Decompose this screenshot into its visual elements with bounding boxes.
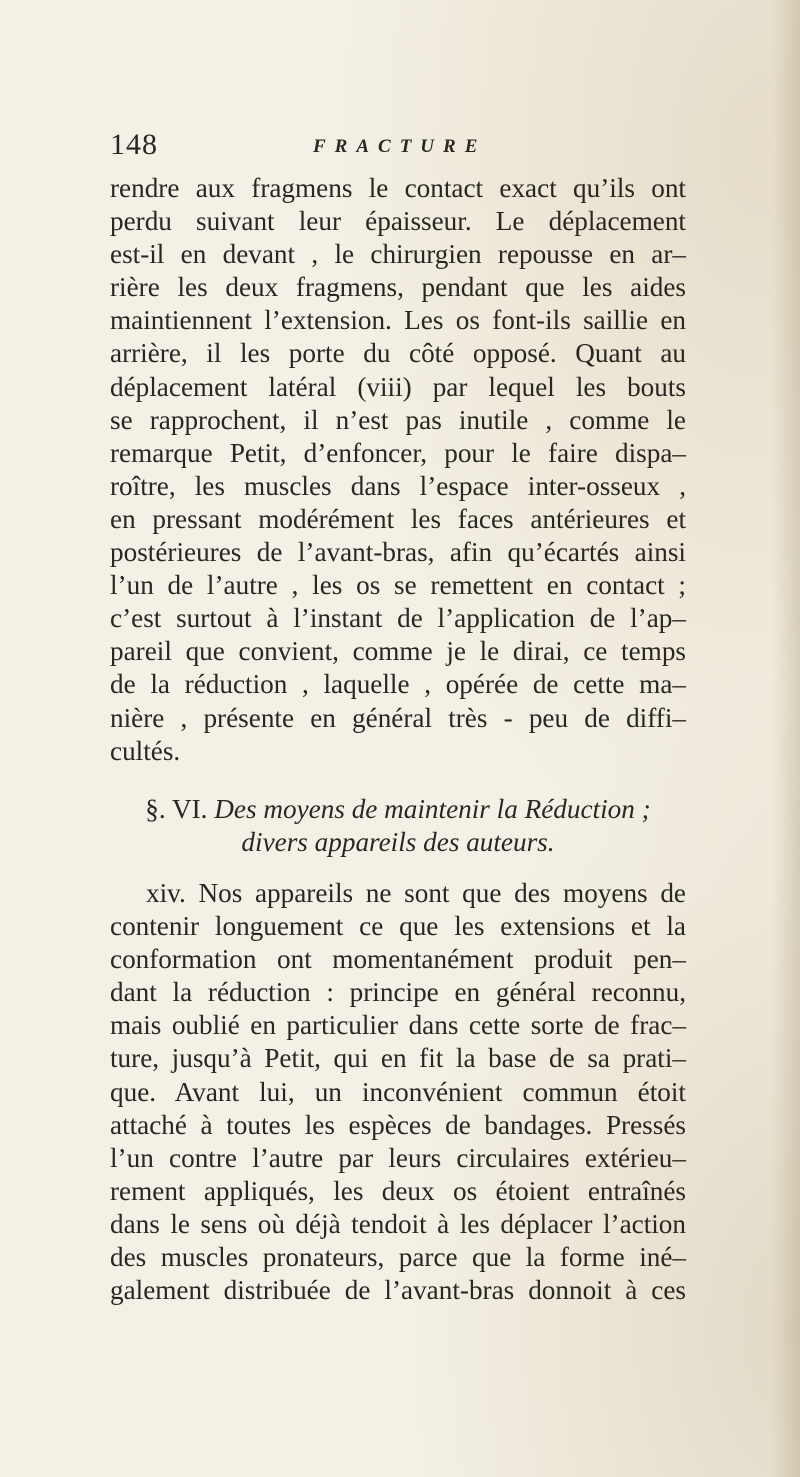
text-line: arrière, il les porte du côté opposé. Quant au — [110, 338, 686, 369]
section-title-part-2: divers appareils des auteurs. — [241, 827, 555, 857]
text-line: galement distribuée de l’avant-bras donnoit à ces — [110, 1275, 686, 1306]
text-line: c’est surtout à l’instant de l’application de l’ap– — [110, 603, 686, 634]
text-line: remarque Petit, d’enfoncer, pour le faire dispa– — [110, 437, 686, 468]
section-marker: §. VI. — [145, 794, 208, 824]
text-line: rière les deux fragmens, pendant que les aides — [110, 272, 686, 303]
text-line: xiv. Nos appareils ne sont que des moyens de — [146, 878, 686, 908]
page-edge-shadow — [772, 0, 800, 1477]
text-line: pareil que convient, comme je le dirai, ce temps — [110, 636, 686, 667]
section-heading-line-2 — [110, 826, 686, 859]
text-line: en pressant modérément les faces antérieures et — [110, 503, 686, 534]
section-heading — [110, 793, 686, 859]
text-line: des muscles pronateurs, parce que la forme iné– — [110, 1242, 686, 1273]
text-line: maintiennent l’extension. Les os font-ils saillie en — [110, 305, 686, 336]
text-line: perdu suivant leur épaisseur. Le déplacement — [110, 206, 686, 237]
text-line: cultés. — [110, 735, 181, 766]
text-line: dans le sens où déjà tendoit à les déplacer l’action — [110, 1208, 686, 1239]
text-line: nière , présente en général très - peu de diffi– — [110, 702, 686, 733]
text-line: postérieures de l’avant-bras, afin qu’écartés ainsi — [110, 537, 686, 568]
text-line: de la réduction , laquelle , opérée de cette ma– — [110, 669, 686, 700]
text-line: rement appliqués, les deux os étoient entraînés — [110, 1175, 686, 1206]
page-number: 148 — [110, 128, 158, 161]
text-line: mais oublié en particulier dans cette sorte de frac– — [110, 1010, 686, 1041]
text-line: dant la réduction : principe en général reconnu, — [110, 977, 686, 1008]
section-heading-line-1 — [110, 793, 686, 826]
text-line: se rapprochent, il n’est pas inutile , comme le — [110, 404, 686, 435]
text-line: que. Avant lui, un inconvénient commun étoit — [110, 1076, 686, 1107]
text-line: roître, les muscles dans l’espace inter-osseux , — [110, 470, 686, 501]
text-line: contenir longuement ce que les extensions et la — [110, 911, 686, 942]
section-title-part-1: Des moyens de maintenir la Réduction ; — [214, 794, 651, 824]
running-title: FRACTURE — [313, 136, 487, 157]
text-line: est-il en devant , le chirurgien repousse en ar– — [110, 239, 686, 270]
text-line: l’un de l’autre , les os se remettent en contact ; — [110, 570, 686, 601]
text-line: l’un contre l’autre par leurs circulaires extérieu– — [110, 1142, 686, 1173]
text-line: attaché à toutes les espèces de bandages. Pressés — [110, 1109, 686, 1140]
text-line: déplacement latéral (viii) par lequel les bouts — [110, 371, 686, 402]
text-line: ture, jusqu’à Petit, qui en fit la base de sa prati– — [110, 1043, 686, 1074]
text-line: rendre aux fragmens le contact exact qu’ils ont — [110, 173, 686, 203]
page-header — [110, 128, 680, 168]
text-line: conformation ont momentanément produit pen– — [110, 944, 686, 975]
paragraph-1 — [110, 172, 686, 768]
paragraph-2 — [110, 877, 686, 1307]
